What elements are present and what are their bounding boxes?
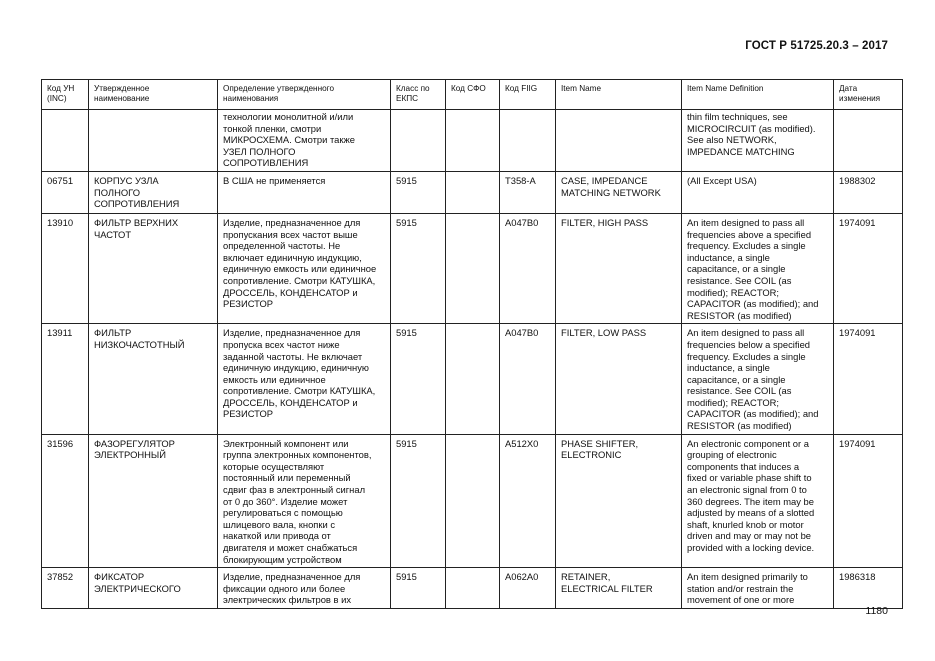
cell-class: 5915 bbox=[391, 568, 446, 609]
cell-code: 37852 bbox=[42, 568, 89, 609]
cell-definition: технологии монолитной и/или тонкой пленки, смотри МИКРОСХЕМА. Смотри также УЗЕЛ ПОЛНОГО СОПРОТИВЛЕНИЯ bbox=[218, 110, 391, 172]
cell-definition: Изделие, предназначенное для пропуска всех частот ниже заданной частоты. Не включает единичную индукцию, единичную емкость или единичное сопротивление. Смотри КАТУШКА, ДРОССЕЛЬ, КОНДЕНСАТОР и РЕЗИСТОР bbox=[218, 324, 391, 434]
cell-name bbox=[89, 110, 218, 172]
cell-definition: В США не применяется bbox=[218, 171, 391, 213]
cell-item-name: RETAINER, ELECTRICAL FILTER bbox=[556, 568, 682, 609]
cell-sfo bbox=[446, 324, 500, 434]
col-header-code: Код УН (INC) bbox=[42, 80, 89, 110]
cell-code: 13911 bbox=[42, 324, 89, 434]
cell-name: ФИЛЬТР НИЗКОЧАСТОТНЫЙ bbox=[89, 324, 218, 434]
table-row bbox=[42, 171, 903, 213]
cell-class: 5915 bbox=[391, 213, 446, 323]
col-header-definition: Определение утвержденного наименования bbox=[218, 80, 391, 110]
table-row bbox=[42, 213, 903, 323]
table-row bbox=[42, 324, 903, 434]
cell-sfo bbox=[446, 434, 500, 568]
cell-name: ФАЗОРЕГУЛЯТОР ЭЛЕКТРОННЫЙ bbox=[89, 434, 218, 568]
table-row bbox=[42, 110, 903, 172]
cell-sfo bbox=[446, 171, 500, 213]
cell-sfo bbox=[446, 568, 500, 609]
cell-item-name: FILTER, LOW PASS bbox=[556, 324, 682, 434]
col-header-item-name: Item Name bbox=[556, 80, 682, 110]
table-row bbox=[42, 434, 903, 568]
cell-item-def: An item designed to pass all frequencies above a specified frequency. Excludes a single inductance, a single capacitance, or a single resistance. See COIL (as modified); REACTOR; CAPACITOR (as modified); and RESISTOR (as modified) bbox=[682, 213, 834, 323]
cell-code: 31596 bbox=[42, 434, 89, 568]
col-header-class: Класс по ЕКПС bbox=[391, 80, 446, 110]
cell-item-name: FILTER, HIGH PASS bbox=[556, 213, 682, 323]
cell-item-name: CASE, IMPEDANCE MATCHING NETWORK bbox=[556, 171, 682, 213]
cell-item-def: (All Except USA) bbox=[682, 171, 834, 213]
cell-name: КОРПУС УЗЛА ПОЛНОГО СОПРОТИВЛЕНИЯ bbox=[89, 171, 218, 213]
cell-date: 1988302 bbox=[834, 171, 903, 213]
cell-date: 1986318 bbox=[834, 568, 903, 609]
cell-item-def: thin film techniques, see MICROCIRCUIT (as modified). See also NETWORK, IMPEDANCE MATCHING bbox=[682, 110, 834, 172]
document-header: ГОСТ Р 51725.20.3 – 2017 bbox=[745, 40, 888, 52]
cell-definition: Изделие, предназначенное для пропускания всех частот выше определенной частоты. Не включает единичную индукцию, единичную емкость или единичное сопротивление. Смотри КАТУШКА, ДРОССЕЛЬ, КОНДЕНСАТОР и РЕЗИСТОР bbox=[218, 213, 391, 323]
cell-date: 1974091 bbox=[834, 434, 903, 568]
table-header-row bbox=[42, 80, 903, 110]
cell-name: ФИКСАТОР ЭЛЕКТРИЧЕСКОГО bbox=[89, 568, 218, 609]
cell-item-name bbox=[556, 110, 682, 172]
cell-class: 5915 bbox=[391, 434, 446, 568]
cell-class: 5915 bbox=[391, 171, 446, 213]
cell-code: 13910 bbox=[42, 213, 89, 323]
cell-date bbox=[834, 110, 903, 172]
cell-sfo bbox=[446, 213, 500, 323]
cell-class bbox=[391, 110, 446, 172]
cell-code bbox=[42, 110, 89, 172]
cell-fiig: A047B0 bbox=[500, 324, 556, 434]
cell-fiig: A047B0 bbox=[500, 213, 556, 323]
cell-code: 06751 bbox=[42, 171, 89, 213]
cell-fiig: A512X0 bbox=[500, 434, 556, 568]
cell-item-name: PHASE SHIFTER, ELECTRONIC bbox=[556, 434, 682, 568]
items-table bbox=[41, 79, 903, 609]
cell-item-def: An electronic component or a grouping of electronic components that induces a fixed or variable phase shift to an electronic signal from 0 to 360 degrees. The item may be adjusted by means of a slotted shaft, knurled knob or motor driven and may or may not be provided with a locking device. bbox=[682, 434, 834, 568]
cell-item-def: An item designed primarily to station and/or restrain the movement of one or more bbox=[682, 568, 834, 609]
col-header-sfo: Код СФО bbox=[446, 80, 500, 110]
cell-fiig: A062A0 bbox=[500, 568, 556, 609]
cell-name: ФИЛЬТР ВЕРХНИХ ЧАСТОТ bbox=[89, 213, 218, 323]
cell-fiig: T358-A bbox=[500, 171, 556, 213]
table-row bbox=[42, 568, 903, 609]
col-header-item-def: Item Name Definition bbox=[682, 80, 834, 110]
cell-date: 1974091 bbox=[834, 213, 903, 323]
col-header-date: Дата изменения bbox=[834, 80, 903, 110]
cell-class: 5915 bbox=[391, 324, 446, 434]
col-header-fiig: Код FIIG bbox=[500, 80, 556, 110]
cell-definition: Электронный компонент или группа электронных компонентов, которые осуществляют постоянный или переменный сдвиг фаз в электронный сигнал от 0 до 360°. Изделие может регулироваться с помощью шлицевого вала, кнопки с накаткой или привода от двигателя и может снабжаться блокирующим устройством bbox=[218, 434, 391, 568]
cell-definition: Изделие, предназначенное для фиксации одного или более электрических фильтров в их bbox=[218, 568, 391, 609]
cell-item-def: An item designed to pass all frequencies below a specified frequency. Excludes a single inductance, a single capacitance, or a single resistance. See COIL (as modified); REACTOR; CAPACITOR (as modified); and RESISTOR (as modified) bbox=[682, 324, 834, 434]
cell-date: 1974091 bbox=[834, 324, 903, 434]
col-header-name: Утвержденное наименование bbox=[89, 80, 218, 110]
cell-fiig bbox=[500, 110, 556, 172]
cell-sfo bbox=[446, 110, 500, 172]
page-number: 1180 bbox=[865, 605, 888, 617]
